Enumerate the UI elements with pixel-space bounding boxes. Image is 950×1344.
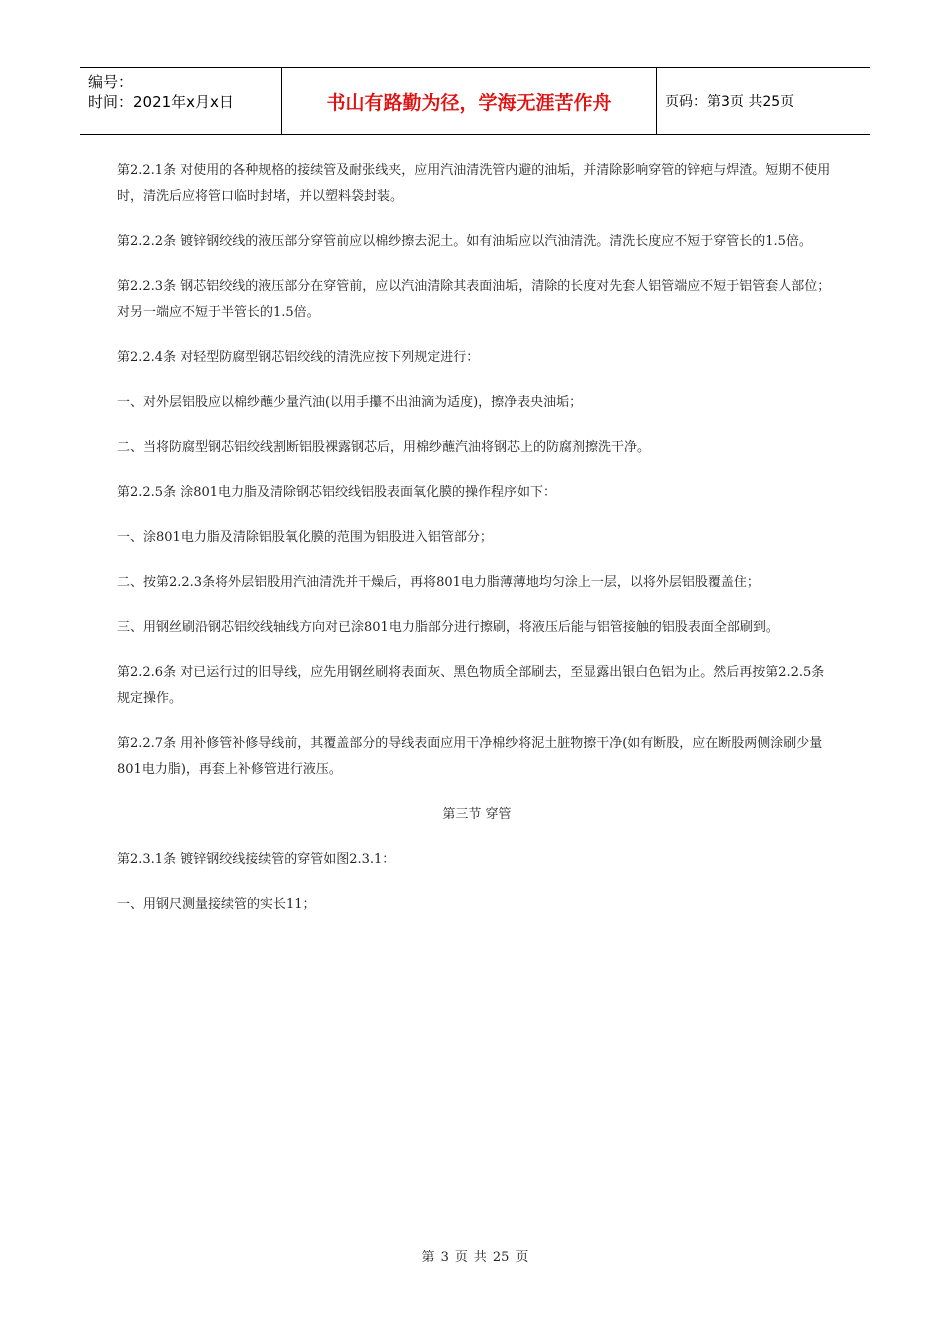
paragraph-2-3-1-item-1: 一、用钢尺测量接续管的实长11；	[117, 897, 316, 912]
paragraph-2-2-5: 第2.2.5条 涂801电力脂及清除钢芯铝绞线铝股表面氧化膜的操作程序如下：	[117, 485, 557, 500]
footer-text-prefix: 第	[421, 1250, 435, 1265]
page-header	[80, 67, 870, 135]
page-footer	[0, 1246, 950, 1265]
footer-text-total: 共	[473, 1250, 487, 1265]
paragraph-2-2-5-item-1: 一、涂801电力脂及清除铝股氧化膜的范围为铝股进入铝管部分；	[117, 530, 493, 545]
section-title: 第三节 穿管	[442, 807, 512, 822]
document-number-label: 编号：	[88, 73, 134, 91]
document-time-label: 时间：2021年x月x日	[88, 93, 234, 111]
header-page-info: 页码：第3页 共25页	[665, 94, 795, 110]
header-motto: 书山有路勤为径，学海无涯苦作舟	[282, 68, 657, 134]
footer-text-page: 页	[454, 1250, 468, 1265]
paragraph-2-2-2: 第2.2.2条 镀锌钢绞线的液压部分穿管前应以棉纱擦去泥土。如有油垢应以汽油清洗。清洗长度应不短于穿管长的1.5倍。	[117, 234, 812, 249]
footer-page-number: 3	[440, 1250, 449, 1265]
header-meta-cell	[80, 68, 282, 134]
paragraph-2-2-4-item-2: 二、当将防腐型钢芯铝绞线割断铝股裸露钢芯后，用棉纱蘸汽油将钢芯上的防腐剂擦洗干净。	[117, 440, 651, 455]
paragraph-2-2-6: 第2.2.6条 对已运行过的旧导线，应先用钢丝刷将表面灰、黑色物质全部刷去，至显露出银白色铝为止。然后再按第2.2.5条规定操作。	[117, 665, 825, 706]
paragraph-2-2-4: 第2.2.4条 对轻型防腐型钢芯铝绞线的清洗应按下列规定进行：	[117, 350, 480, 365]
footer-total-pages: 25	[492, 1250, 510, 1265]
paragraph-2-2-4-item-1: 一、对外层铝股应以棉纱蘸少量汽油(以用手攥不出油滴为适度)，擦净表央油垢；	[117, 395, 583, 410]
document-body	[117, 158, 837, 937]
paragraph-2-2-3: 第2.2.3条 钢芯铝绞线的液压部分在穿管前，应以汽油清除其表面油垢，清除的长度对先套人铝管端应不短于铝管套人部位；对另一端应不短于半管长的1.5倍。	[117, 279, 831, 320]
paragraph-2-2-1: 第2.2.1条 对使用的各种规格的接续管及耐张线夹，应用汽油清洗管内避的油垢，并清除影响穿管的锌疤与焊渣。短期不使用时，清洗后应将管口临时封堵，并以塑料袋封装。	[117, 163, 831, 204]
paragraph-2-2-7: 第2.2.7条 用补修管补修导线前，其覆盖部分的导线表面应用干净棉纱将泥土脏物擦干净(如有断股，应在断股两侧涂刷少量801电力脂)，再套上补修管进行液压。	[117, 736, 823, 777]
paragraph-2-3-1: 第2.3.1条 镀锌钢绞线接续管的穿管如图2.3.1：	[117, 852, 396, 867]
footer-text-suffix: 页	[515, 1250, 529, 1265]
paragraph-2-2-5-item-3: 三、用钢丝刷沿钢芯铝绞线轴线方向对已涂801电力脂部分进行擦刷，将液压后能与铝管接触的铝股表面全部刷到。	[117, 620, 779, 635]
paragraph-2-2-5-item-2: 二、按第2.2.3条将外层铝股用汽油清洗并干燥后，再将801电力脂薄薄地均匀涂上一层，以将外层铝股覆盖住；	[117, 575, 760, 590]
